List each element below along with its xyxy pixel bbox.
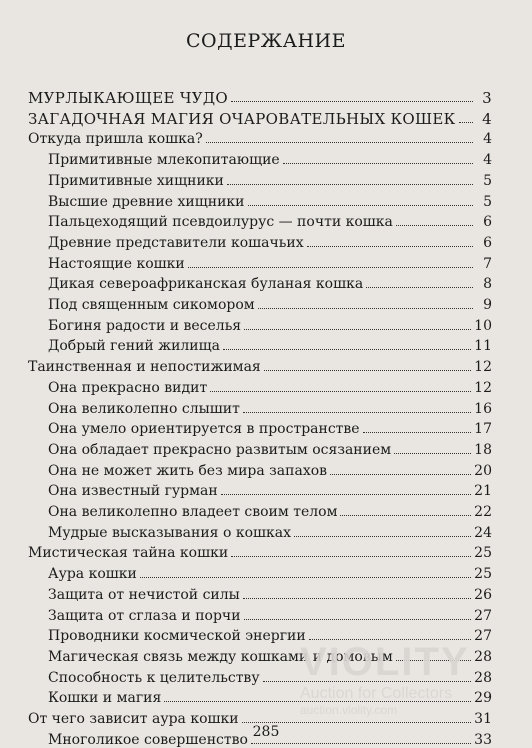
page-title: СОДЕРЖАНИЕ [186,30,346,52]
toc-entry [48,229,492,251]
dot-leader [264,370,471,371]
toc-entry [48,560,492,582]
toc-entry-page: 22 [474,504,492,520]
toc-entry-title: Многоликое совершенство [48,731,248,748]
dot-leader [243,412,471,413]
toc-entry-title: Высшие древние хищники [48,193,245,210]
toc-entry-title: Защита от нечистой силы [48,586,240,603]
toc-entry-title: Способность к целительству [48,669,260,686]
toc-entry-page: 28 [474,648,492,665]
toc-entry-page: 29 [474,690,492,707]
toc-entry [48,581,492,603]
toc-entry-title: Проводники космической энергии [48,628,306,645]
toc-entry-title: Она известный гурман [48,483,218,500]
toc-entry-title: Она прекрасно видит [48,379,208,396]
toc-entry-page: 9 [483,297,492,313]
toc-entry-title: Она великолепно владеет своим телом [48,504,338,520]
dot-leader [340,515,471,516]
toc-entry-page: 7 [483,255,492,272]
toc-entry [48,498,492,520]
dot-leader [231,101,473,102]
dot-leader [227,184,473,185]
toc-entry-page: 16 [474,400,492,417]
toc-entry [48,270,492,292]
toc-entry-title: МУРЛЫКАЮЩЕЕ ЧУДО [28,89,228,107]
toc-entry-title: Древние представители кошачьих [48,234,304,251]
toc-entry-page: 10 [474,317,492,334]
toc-entry-page: 12 [474,359,492,376]
toc-entry [48,602,492,624]
dot-leader [221,494,471,495]
toc-entry-page: 6 [483,214,492,231]
toc-entry-title: Кошки и магия [48,690,162,707]
toc-entry [48,291,492,313]
watermark-brand: VIOLITY [300,640,470,684]
toc-entry-title: Примитивные млекопитающие [48,152,280,169]
toc-entry-title: Богиня радости и веселья [48,317,242,334]
toc-entry-title: Защита от сглаза и порчи [48,607,241,624]
dot-leader [244,329,471,330]
toc-entry-page: 31 [474,711,492,727]
toc-entry-page: 5 [483,172,492,189]
dot-leader [188,267,473,268]
toc-entry-page: 5 [483,193,492,210]
toc-entry-title: Таинственная и непостижимая [28,359,261,376]
dot-leader [294,536,471,537]
dot-leader [396,225,473,226]
toc-entry-page: 3 [482,89,492,107]
toc-entry-title: Она великолепно слышит [48,400,240,417]
toc-entry [28,353,492,375]
toc-entry [48,519,492,541]
toc-entry-page: 21 [474,483,492,500]
toc-entry [28,539,492,561]
toc-entry-page: 25 [474,545,492,562]
toc-entry [48,436,492,458]
toc-entry [28,105,492,127]
toc-entry [48,312,492,334]
dot-leader [251,743,471,744]
toc-entry [48,146,492,168]
toc-entry-page: 24 [474,524,492,541]
toc-entry [48,457,492,479]
toc-entry-page: 4 [482,109,492,128]
toc-entry [48,395,492,417]
dot-leader [243,598,471,599]
dot-leader [363,432,472,433]
dot-leader [459,122,473,123]
page-number: 285 [252,724,280,740]
dot-leader [330,474,471,475]
dot-leader [307,246,473,247]
toc-entry-title: Откуда пришла кошка? [28,131,203,148]
toc-entry-title: Мистическая тайна кошки [28,545,229,562]
toc-entry-page: 4 [483,152,492,169]
toc-entry [48,477,492,499]
toc-entry-title: Под священным сикомором [48,297,255,313]
dot-leader [242,722,472,723]
toc-entry-page: 6 [483,234,492,251]
dot-leader [258,308,473,309]
toc-entry-page: 28 [474,669,492,686]
toc-entry-title: Мудрые высказывания о кошках [48,524,292,541]
toc-entry [48,188,492,210]
toc-entry-title: ЗАГАДОЧНАЯ МАГИЯ ОЧАРОВАТЕЛЬНЫХ КОШЕК [28,109,456,128]
dot-leader [231,556,471,557]
toc-entry-page: 20 [474,462,492,479]
toc-entry-page: 17 [474,421,492,438]
dot-leader [206,142,473,143]
toc-entry [48,332,492,354]
toc-entry-page: 25 [474,566,492,583]
toc-entry [48,167,492,189]
toc-entry-page: 27 [474,628,492,645]
toc-entry-title: Примитивные хищники [48,172,224,189]
dot-leader [366,287,473,288]
toc-entry-title: Настоящие кошки [48,255,185,272]
toc-entry [48,208,492,230]
toc-entry-title: От чего зависит аура кошки [28,711,239,727]
toc-entry-page: 26 [474,586,492,603]
toc-entry [28,125,492,147]
dot-leader [140,577,471,578]
toc-entry-page: 12 [474,379,492,396]
watermark-url: auction.violity.com [300,703,398,717]
toc-entry-title: Аура кошки [48,566,137,583]
dot-leader [283,163,473,164]
toc-entry-page: 8 [483,276,492,293]
dot-leader [394,453,471,454]
toc-entry-title: Магическая связь между кошками и домовым [48,648,393,665]
toc-entry-title: Пальцеходящий псевдоилурус — почти кошка [48,214,393,231]
dot-leader [248,205,474,206]
toc-entry-page: 33 [474,731,492,748]
watermark-tagline: Auction for Collectors [300,685,453,702]
toc-entry-title: Она умело ориентируется в пространстве [48,421,360,438]
toc-entry [48,250,492,272]
toc-entry-page: 11 [474,338,492,355]
toc-entry-title: Дикая североафриканская буланая кошка [48,276,364,293]
dot-leader [244,619,472,620]
toc-entry-page: 27 [474,607,492,624]
dot-leader [210,391,471,392]
toc-entry-title: Она не может жить без мира запахов [48,462,328,479]
toc-entry-page: 4 [483,131,492,148]
toc-entry-page: 18 [474,441,492,458]
dot-leader [223,349,471,350]
toc-entry [48,374,492,396]
toc-entry-title: Добрый гений жилища [48,338,220,355]
watermark [300,640,470,717]
toc-entry-title: Она обладает прекрасно развитым осязанием [48,441,392,458]
toc-entry [28,84,492,106]
toc-entry [48,415,492,437]
